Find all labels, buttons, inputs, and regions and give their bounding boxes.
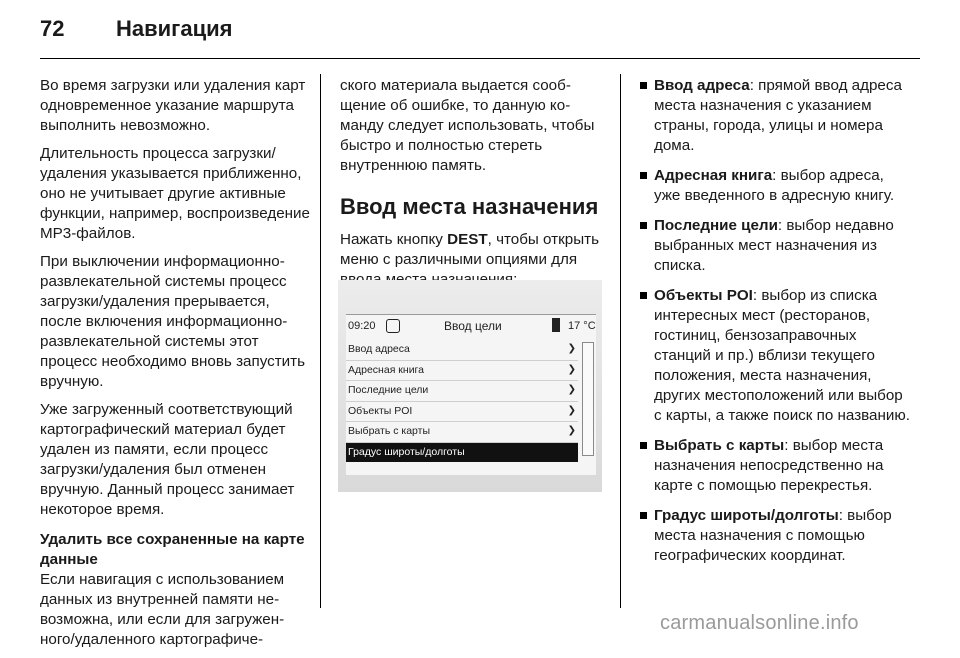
menu-item-selected[interactable] [346,443,578,463]
column-1 [40,76,312,658]
option-term: Объекты POI [654,287,753,304]
clock-icon [386,319,400,333]
column-3 [640,76,912,576]
menu-item[interactable] [346,402,578,423]
device-screenshot [338,280,602,492]
clock-time: 09:20 [348,320,376,332]
text-run: Нажать кнопку [340,231,448,248]
menu-item[interactable] [346,381,578,402]
text-run: , чтобы открыть меню с различными опциями для [340,231,599,268]
list-item [640,506,912,566]
option-list [640,76,912,566]
option-term: Ввод адреса [654,77,750,94]
watermark: carmanualsonline.info [660,612,859,634]
column-divider-1 [320,74,321,608]
menu-item-label: Адресная книга [348,363,424,376]
column-2 [340,76,608,298]
menu-item[interactable] [346,422,578,443]
option-term: Адресная книга [654,167,773,184]
page-title: Навигация [116,16,233,41]
temperature: 17 °C [568,320,596,332]
list-item [640,166,912,206]
menu-item[interactable] [346,361,578,382]
chevron-right-icon: ❯ [567,343,576,354]
paragraph: ского материала выдается сообщение об ошибке, то данную команду следует использовать, чтобы быстро и полностью стереть внутреннюю память. [340,77,595,174]
menu-item-label: Ввод адреса [348,343,410,355]
chevron-right-icon: ❯ [567,363,576,375]
list-item [640,216,912,276]
menu-item-label: Последние цели [348,384,429,396]
scrollbar[interactable] [582,342,594,456]
page-number: 72 [40,16,65,41]
menu-item-label: Объекты POI [348,404,413,417]
column-divider-2 [620,74,621,608]
status-bar [346,318,596,336]
page-header [0,0,960,60]
option-desc: : выбор недавно выбранных мест назначения из списка. [654,217,894,274]
option-term: Последние цели [654,217,778,234]
option-desc: : выбор места назначения с помощью географических координат. [654,507,892,564]
header-rule [40,58,920,59]
menu-item-label: Градус широты/долготы [348,445,465,458]
subheading: Удалить все сохраненные на карте данные [40,531,305,568]
list-item [640,436,912,496]
destination-menu [346,340,578,462]
option-term: Выбрать с карты [654,437,785,454]
chevron-right-icon: ❯ [567,404,576,416]
paragraph: Уже загруженный соответствующий картографический материал будет удален из памяти, если процесс загрузки/удаления был отменен вручную. Данный процесс занимает некоторое время. [40,401,295,518]
list-item [640,286,912,426]
paragraph: Если навигация с использованием данных из внутренней памяти невозможна, или если для загруженного/удаленного картографиче- [40,571,285,648]
chevron-right-icon: ❯ [567,384,576,395]
paragraph: При выключении информационно-развлекательной системы процесс загрузки/удаления прерывается, после включения информационно-развлекательной системы этот процесс необходимо вновь запустить вручную. [40,253,306,390]
dest-key-label: DEST [447,231,488,248]
list-item [640,76,912,156]
paragraph: Во время загрузки или удаления карт одновременное указание маршрута выполнить невозможно. [40,77,306,134]
option-desc: : выбор адреса, уже введенного в адресную книгу. [654,167,895,204]
chevron-right-icon: ❯ [567,425,576,436]
menu-item-label: Выбрать с карты [348,425,431,437]
section-title: Ввод места назначения [340,194,599,219]
screen-title: Ввод цели [444,319,502,333]
option-desc: : выбор места назначения непосредственно на карте с помощью перекрестья. [654,437,884,494]
paragraph: Длительность процесса загрузки/ удаления указывается приближенно, оно не учитывает другие активные функции, например, воспроизведение MP3-файлов. [40,145,310,242]
menu-item[interactable] [346,340,578,361]
thermometer-icon [552,318,560,332]
option-desc: : прямой ввод адреса места назначения с указанием страны, города, улицы и номера дома. [654,77,902,154]
option-term: Градус широты/долготы [654,507,839,524]
option-desc: : выбор из списка интересных мест (ресторанов, гостиниц, бензозаправочных станций и пр.) вблизи текущего положения, места назначения, других местоположений или выбор с карты, а также поиск по названию. [654,287,910,424]
